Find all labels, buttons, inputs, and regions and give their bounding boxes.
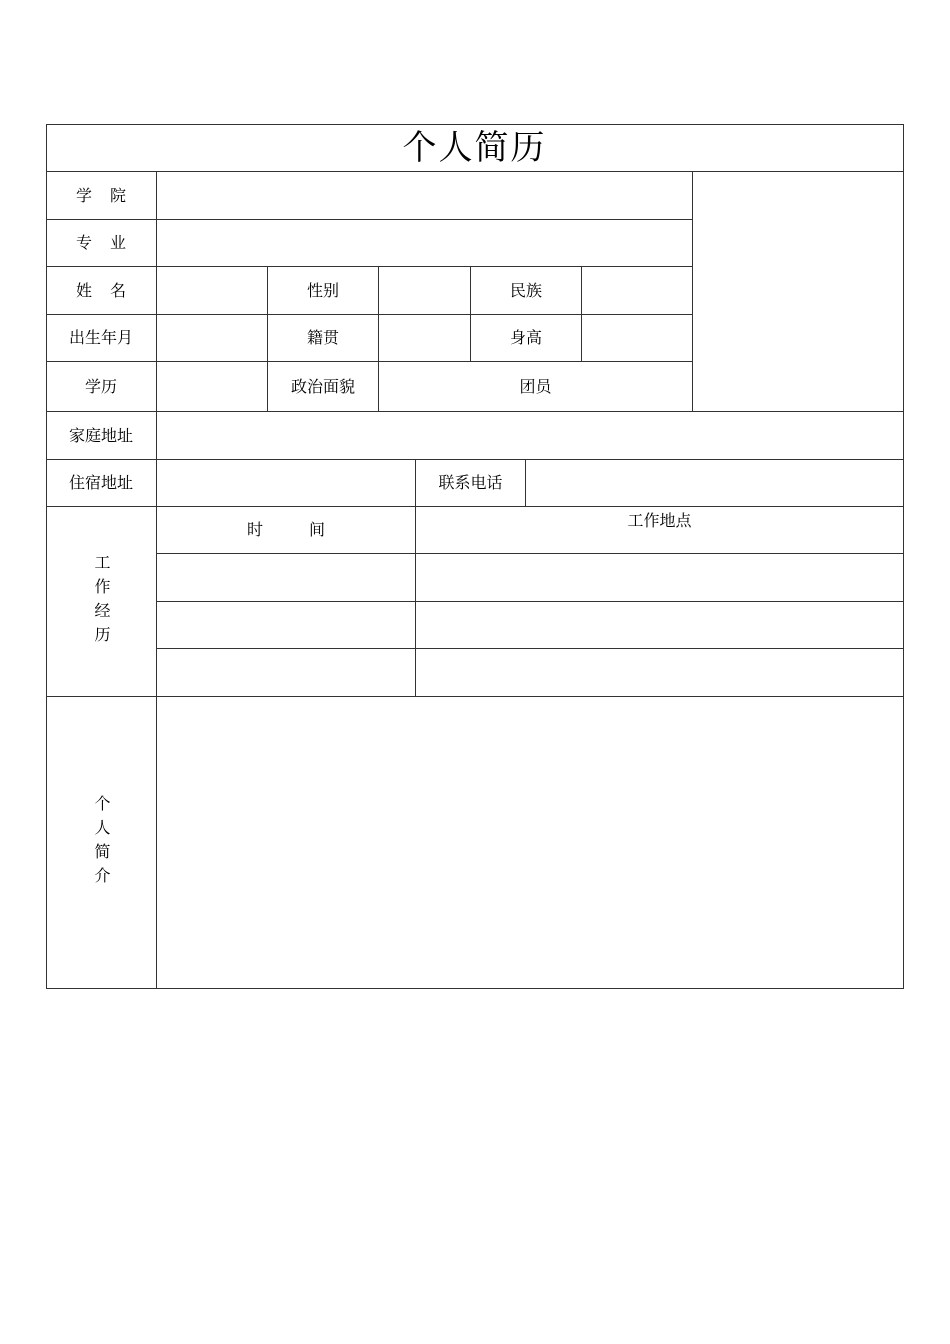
dorm-address-field[interactable] xyxy=(157,460,416,507)
work-place-field-1[interactable] xyxy=(416,554,904,602)
height-field[interactable] xyxy=(582,315,693,362)
work-place-field-2[interactable] xyxy=(416,602,904,649)
label-ethnicity: 民族 xyxy=(471,267,582,315)
label-gender: 性别 xyxy=(268,267,379,315)
label-dorm-address: 住宿地址 xyxy=(46,460,157,507)
work-time-field-1[interactable] xyxy=(157,554,416,602)
introduction-field[interactable] xyxy=(157,697,904,989)
work-place-field-3[interactable] xyxy=(416,649,904,697)
phone-field[interactable] xyxy=(526,460,904,507)
work-time-field-3[interactable] xyxy=(157,649,416,697)
label-political-status: 政治面貌 xyxy=(268,362,379,412)
name-field[interactable] xyxy=(157,267,268,315)
gender-field[interactable] xyxy=(379,267,471,315)
home-address-field[interactable] xyxy=(157,412,904,460)
work-time-field-2[interactable] xyxy=(157,602,416,649)
page-title: 个人简历 xyxy=(46,124,904,172)
header-time: 时间 xyxy=(157,507,416,554)
college-field[interactable] xyxy=(157,172,693,220)
header-work-place: 工作地点 xyxy=(416,507,904,554)
label-name: 姓名 xyxy=(46,267,157,315)
label-home-address: 家庭地址 xyxy=(46,412,157,460)
label-work-experience: 工作经历 xyxy=(46,507,157,697)
label-height: 身高 xyxy=(471,315,582,362)
major-field[interactable] xyxy=(157,220,693,267)
label-introduction: 个人简介 xyxy=(46,697,157,989)
birth-date-field[interactable] xyxy=(157,315,268,362)
native-place-field[interactable] xyxy=(379,315,471,362)
label-college: 学院 xyxy=(46,172,157,220)
label-major: 专业 xyxy=(46,220,157,267)
resume-form xyxy=(46,124,904,989)
label-phone: 联系电话 xyxy=(416,460,526,507)
label-education: 学历 xyxy=(46,362,157,412)
ethnicity-field[interactable] xyxy=(582,267,693,315)
label-native-place: 籍贯 xyxy=(268,315,379,362)
political-status-field[interactable]: 团员 xyxy=(379,362,693,412)
photo-area[interactable] xyxy=(693,172,904,412)
label-birth-date: 出生年月 xyxy=(46,315,157,362)
education-field[interactable] xyxy=(157,362,268,412)
